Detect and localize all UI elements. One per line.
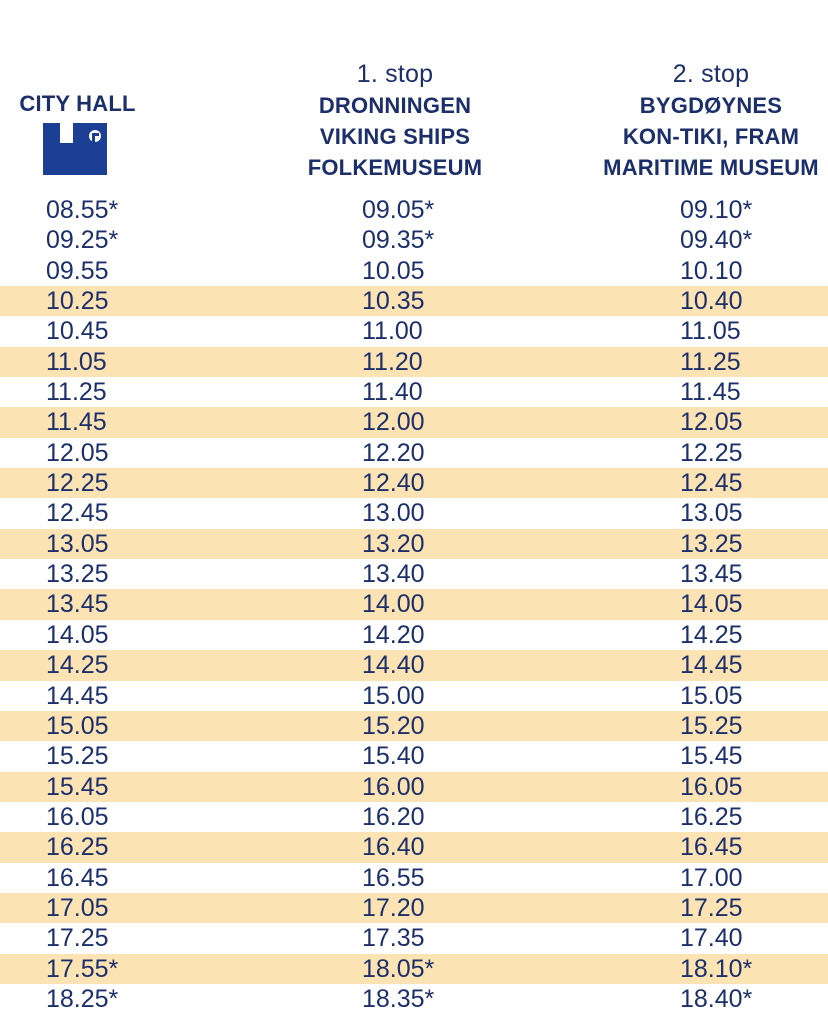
timetable-row — [0, 620, 828, 650]
time-stop-1: 18.05* — [362, 954, 435, 983]
timetable-row — [0, 772, 828, 802]
timetable-row — [0, 468, 828, 498]
time-stop-2: 12.05 — [680, 408, 743, 437]
header-stop-1-line-2: VIKING SHIPS — [319, 124, 471, 149]
time-stop-1: 10.35 — [362, 287, 425, 316]
timetable-row — [0, 347, 828, 377]
timetable-row — [0, 923, 828, 953]
time-stop-2: 15.25 — [680, 711, 743, 740]
time-city-hall: 17.25 — [46, 924, 109, 953]
time-stop-2: 11.25 — [680, 347, 741, 376]
time-city-hall: 09.25* — [46, 226, 119, 255]
timetable-row — [0, 529, 828, 559]
time-city-hall: 16.25 — [46, 833, 109, 862]
time-stop-1: 15.20 — [362, 711, 425, 740]
time-stop-1: 13.20 — [362, 529, 425, 558]
time-city-hall: 09.55 — [46, 256, 109, 285]
time-stop-1: 11.20 — [362, 347, 423, 376]
header-stop-1-line-3: FOLKEMUSEUM — [307, 155, 483, 180]
time-stop-1: 15.00 — [362, 681, 425, 710]
time-stop-1: 16.55 — [362, 863, 425, 892]
time-stop-1: 10.05 — [362, 256, 425, 285]
time-city-hall: 15.45 — [46, 772, 109, 801]
time-city-hall: 13.25 — [46, 560, 109, 589]
time-stop-2: 16.05 — [680, 772, 743, 801]
time-city-hall: 12.45 — [46, 499, 109, 528]
timetable-row — [0, 863, 828, 893]
time-city-hall: 16.05 — [46, 802, 109, 831]
header-stop-1-number: 1. stop — [356, 60, 434, 88]
time-city-hall: 14.45 — [46, 681, 109, 710]
time-stop-2: 11.05 — [680, 317, 741, 346]
time-stop-1: 13.00 — [362, 499, 425, 528]
time-city-hall: 14.25 — [46, 651, 109, 680]
header-stop-2-line-1: BYGDØYNES — [639, 93, 783, 118]
time-stop-2: 09.10* — [680, 196, 753, 224]
time-stop-1: 16.40 — [362, 833, 425, 862]
time-stop-2: 11.45 — [680, 378, 741, 407]
time-stop-2: 14.45 — [680, 651, 743, 680]
time-stop-1: 17.20 — [362, 893, 425, 922]
time-stop-1: 16.00 — [362, 772, 425, 801]
timetable-row — [0, 377, 828, 407]
time-stop-2: 17.25 — [680, 893, 743, 922]
time-stop-1: 16.20 — [362, 802, 425, 831]
timetable-row — [0, 407, 828, 437]
city-hall-logo-icon — [43, 123, 107, 175]
timetable-body — [0, 195, 828, 1014]
time-stop-1: 18.35* — [362, 984, 435, 1013]
time-stop-1: 12.00 — [362, 408, 425, 437]
time-stop-1: 09.35* — [362, 226, 435, 255]
time-city-hall: 10.25 — [46, 287, 109, 316]
timetable-row — [0, 498, 828, 528]
header-stop-1-line-1: DRONNINGEN — [318, 93, 472, 118]
time-city-hall: 08.55* — [46, 196, 119, 224]
time-stop-1: 14.00 — [362, 590, 425, 619]
time-stop-2: 18.10* — [680, 954, 753, 983]
time-city-hall: 18.25* — [46, 984, 119, 1013]
timetable-row — [0, 589, 828, 619]
time-stop-2: 13.45 — [680, 560, 743, 589]
time-city-hall: 12.25 — [46, 469, 109, 498]
time-stop-2: 10.10 — [680, 256, 743, 285]
header-stop-2-number: 2. stop — [672, 60, 750, 88]
time-stop-2: 15.05 — [680, 681, 743, 710]
timetable-row — [0, 802, 828, 832]
header-city-hall — [0, 88, 155, 119]
timetable-row — [0, 741, 828, 771]
time-stop-1: 14.20 — [362, 620, 425, 649]
time-stop-1: 17.35 — [362, 924, 425, 953]
timetable-row — [0, 650, 828, 680]
time-stop-2: 13.05 — [680, 499, 743, 528]
time-city-hall: 13.45 — [46, 590, 109, 619]
time-stop-2: 16.45 — [680, 833, 743, 862]
timetable-header — [0, 0, 828, 195]
time-city-hall: 11.25 — [46, 378, 107, 407]
timetable-row — [0, 256, 828, 286]
timetable-row — [0, 954, 828, 984]
time-stop-2: 09.40* — [680, 226, 753, 255]
time-stop-1: 13.40 — [362, 560, 425, 589]
timetable-row — [0, 711, 828, 741]
time-stop-2: 14.25 — [680, 620, 743, 649]
time-city-hall: 10.45 — [46, 317, 109, 346]
timetable-row — [0, 681, 828, 711]
timetable-row — [0, 225, 828, 255]
time-stop-2: 14.05 — [680, 590, 743, 619]
time-stop-2: 18.40* — [680, 984, 753, 1013]
timetable-row — [0, 286, 828, 316]
time-city-hall: 11.45 — [46, 408, 107, 437]
time-stop-2: 13.25 — [680, 529, 743, 558]
timetable-row — [0, 316, 828, 346]
time-stop-2: 10.40 — [680, 287, 743, 316]
time-stop-1: 15.40 — [362, 742, 425, 771]
time-city-hall: 15.05 — [46, 711, 109, 740]
time-stop-2: 12.45 — [680, 469, 743, 498]
timetable-row — [0, 438, 828, 468]
time-stop-1: 12.40 — [362, 469, 425, 498]
timetable-row — [0, 195, 828, 225]
time-stop-2: 17.40 — [680, 924, 743, 953]
time-stop-2: 17.00 — [680, 863, 743, 892]
time-stop-2: 16.25 — [680, 802, 743, 831]
time-city-hall: 16.45 — [46, 863, 109, 892]
timetable-row — [0, 893, 828, 923]
header-stop-2 — [588, 58, 828, 183]
header-city-hall-label: CITY HALL — [19, 91, 136, 116]
time-stop-1: 09.05* — [362, 196, 435, 224]
time-city-hall: 15.25 — [46, 742, 109, 771]
timetable-row — [0, 984, 828, 1014]
time-stop-2: 15.45 — [680, 742, 743, 771]
time-city-hall: 11.05 — [46, 347, 107, 376]
header-stop-1 — [290, 58, 500, 183]
time-city-hall: 17.05 — [46, 893, 109, 922]
timetable-row — [0, 832, 828, 862]
time-city-hall: 14.05 — [46, 620, 109, 649]
time-stop-1: 14.40 — [362, 651, 425, 680]
header-stop-2-line-2: KON-TIKI, FRAM — [622, 124, 800, 149]
header-stop-2-line-3: MARITIME MUSEUM — [603, 155, 819, 180]
time-stop-1: 11.00 — [362, 317, 423, 346]
time-city-hall: 12.05 — [46, 438, 109, 467]
time-stop-1: 11.40 — [362, 378, 423, 407]
timetable-row — [0, 559, 828, 589]
time-stop-2: 12.25 — [680, 438, 743, 467]
time-city-hall: 13.05 — [46, 529, 109, 558]
time-city-hall: 17.55* — [46, 954, 119, 983]
time-stop-1: 12.20 — [362, 438, 425, 467]
